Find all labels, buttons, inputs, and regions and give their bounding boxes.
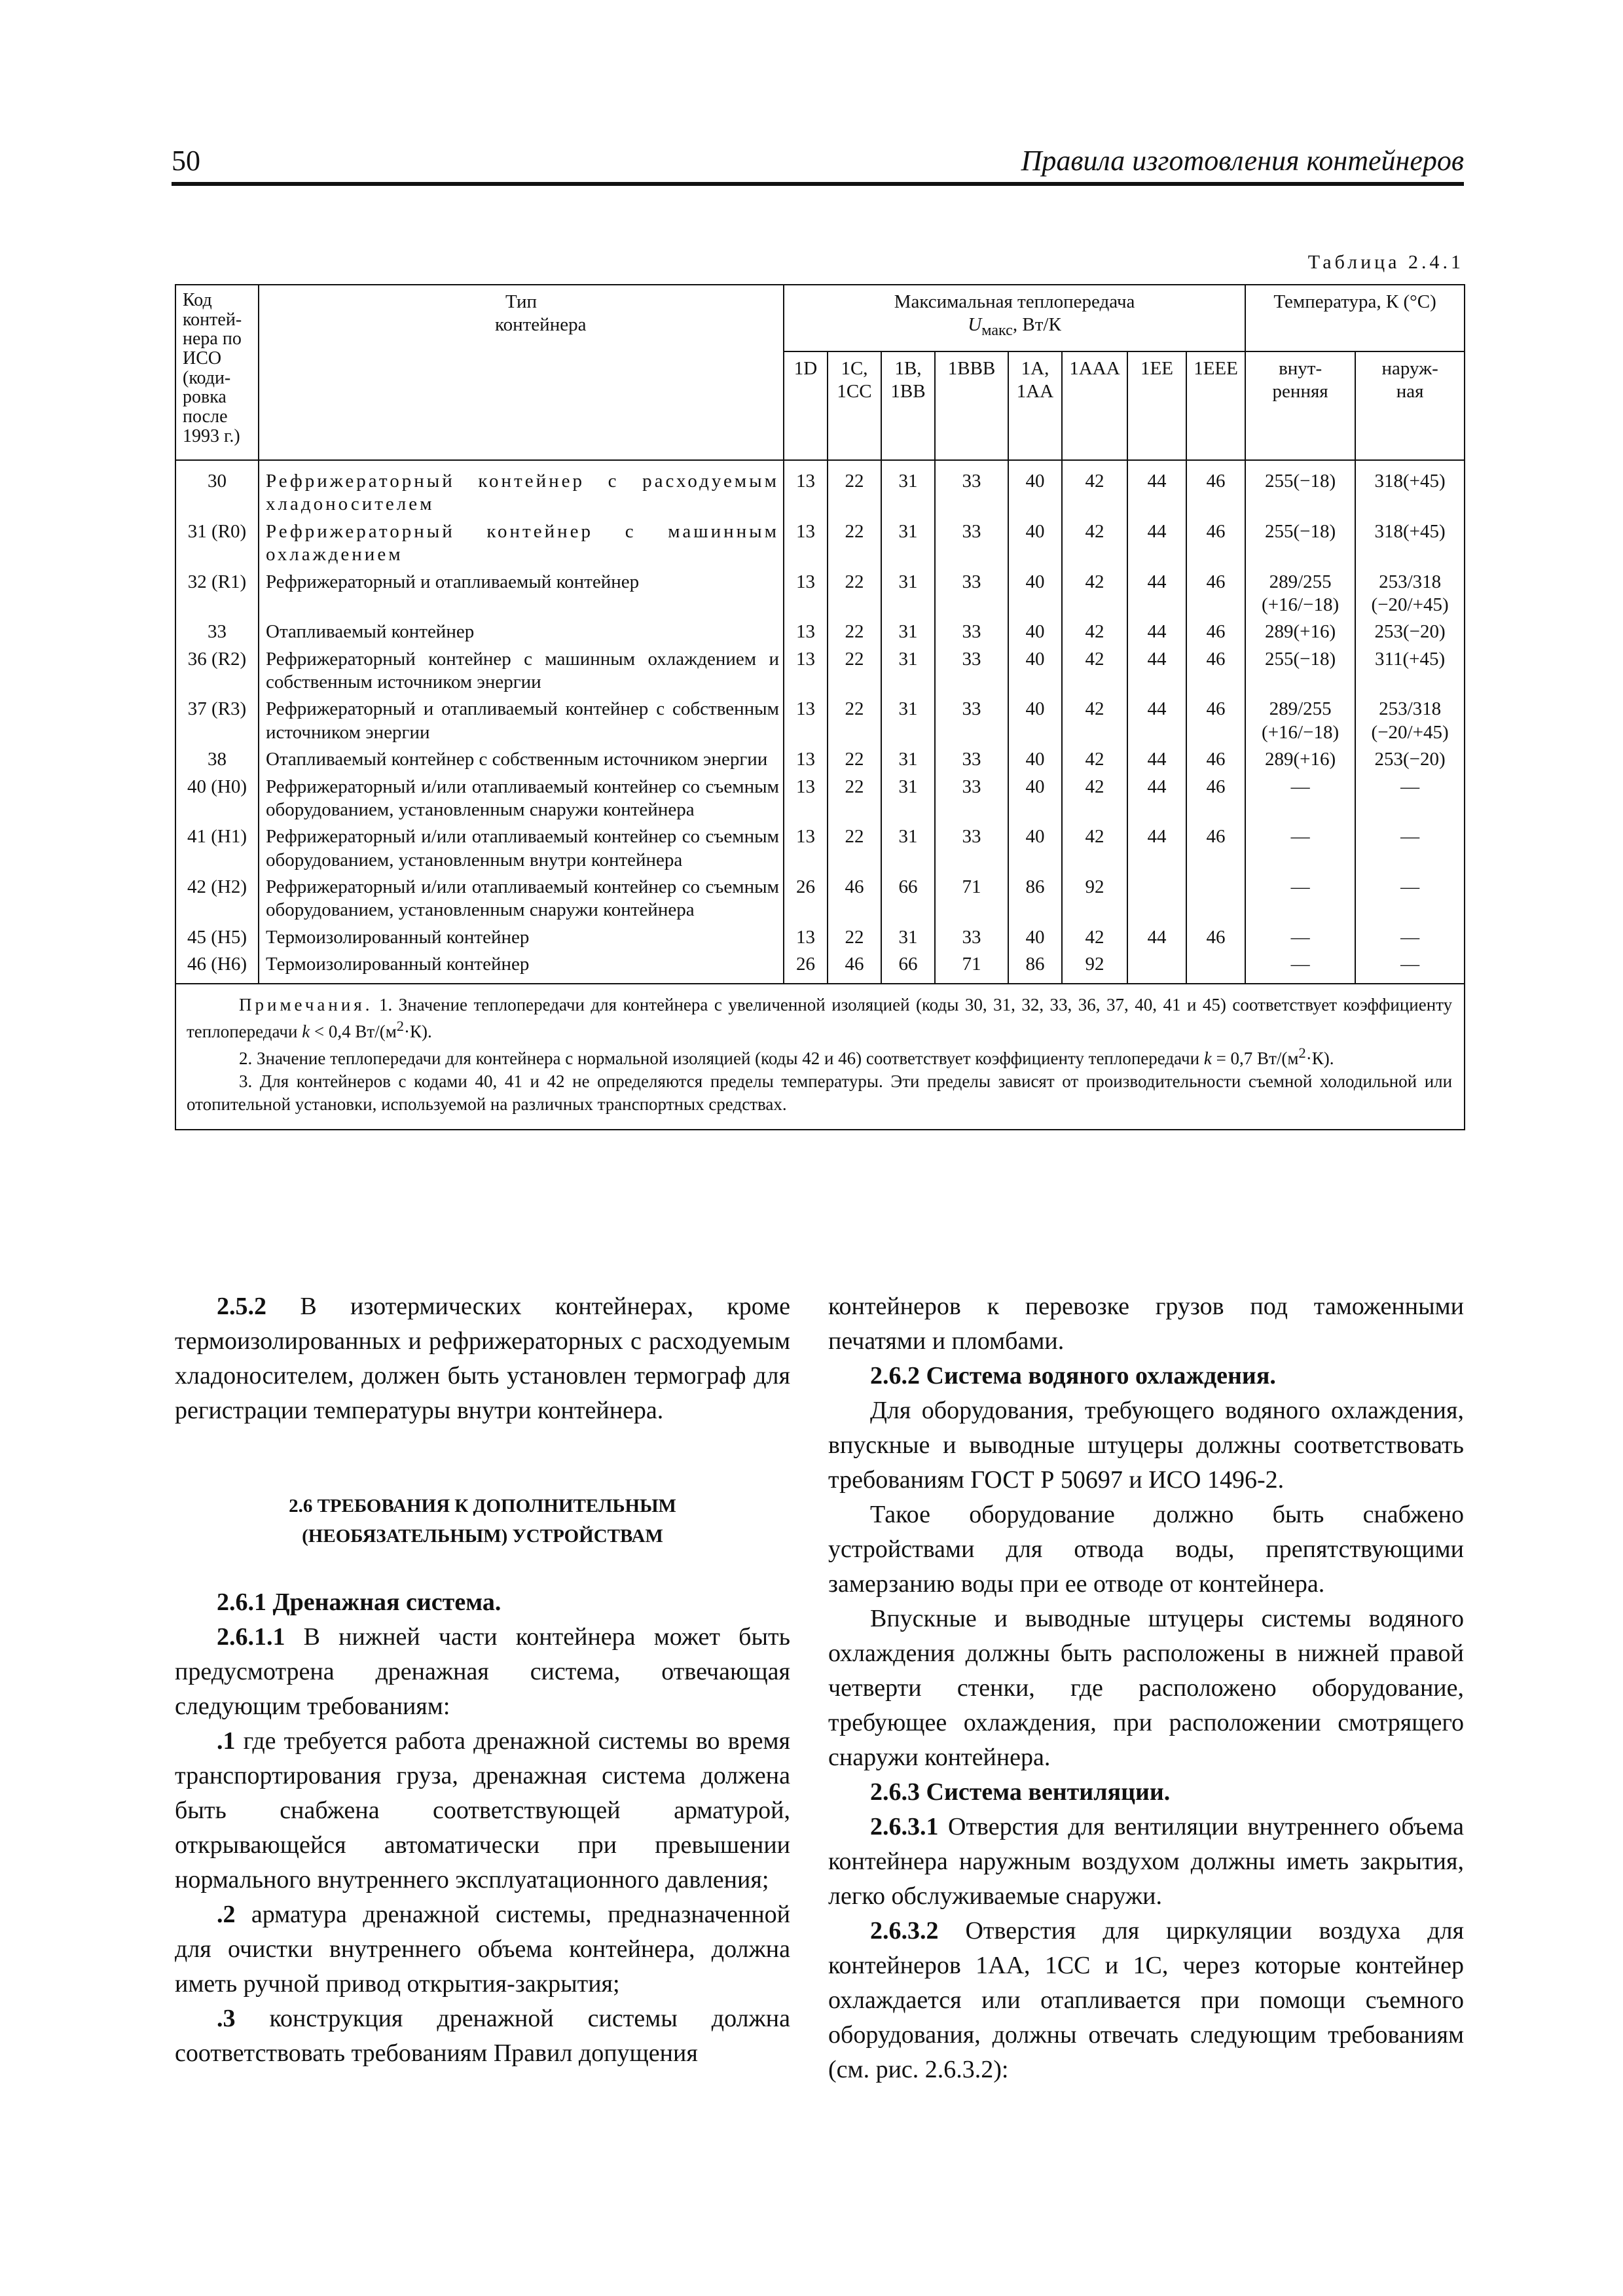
- cell-heat-value: 46: [1186, 460, 1245, 518]
- cell-heat-value: 13: [784, 773, 828, 823]
- table-row: [175, 518, 1465, 568]
- header-size-1eee: 1ЕЕЕ: [1186, 351, 1245, 460]
- cell-heat-value: 44: [1127, 773, 1186, 823]
- clause-number: 2.5.2: [217, 1293, 266, 1320]
- cell-heat-value: 42: [1062, 773, 1127, 823]
- cell-heat-value: 44: [1127, 568, 1186, 619]
- header-heat-title: Максимальная теплопередача: [894, 291, 1135, 312]
- cell-heat-value: 22: [828, 924, 881, 950]
- cell-heat-value: 46: [828, 873, 881, 924]
- cell-heat-value: 46: [828, 950, 881, 983]
- header-heat-subscript: макс: [981, 321, 1013, 340]
- cell-heat-value: 13: [784, 518, 828, 568]
- cell-heat-value: 42: [1062, 924, 1127, 950]
- cell-heat-value: 22: [828, 823, 881, 873]
- item-text: где требуется работа дренажной системы во время транспортирования груза, дренажная система должена быть снабжена соответствующей арматурой, открывающейся автоматически при превышении нормального внутреннего эксплуатационного давления;: [175, 1727, 790, 1893]
- header-size-1d: 1D: [784, 351, 828, 460]
- cell-heat-value: 44: [1127, 823, 1186, 873]
- cell-code: 41 (H1): [175, 823, 259, 873]
- cell-heat-value: 33: [935, 568, 1008, 619]
- cell-heat-value: 31: [881, 618, 935, 645]
- note-2-end: ·К).: [1305, 1048, 1334, 1068]
- cell-heat-value: 40: [1008, 460, 1062, 518]
- paragraph-text: В изотермических контейнерах, кроме термоизолированных и рефрижераторных с расходуемым хладоносителем, должен быть установлен термограф для регистрации температуры внутри контейнера.: [175, 1293, 790, 1424]
- cell-type: Термоизолированный контейнер: [259, 950, 784, 983]
- header-heat-transfer: [784, 285, 1245, 351]
- paragraph-water-2: Такое оборудование должно быть снабжено устройствами для отвода воды, препятствующими замерзанию воды при ее отводе от контейнера.: [828, 1501, 1464, 1598]
- header-size-1c: 1С, 1СС: [828, 351, 881, 460]
- note-2-value: = 0,7 Вт/(м: [1211, 1048, 1299, 1068]
- running-title: Правила изготовления контейнеров: [1021, 145, 1464, 177]
- paragraph-text: Отверстия для вентиляции внутреннего объема контейнера наружным воздухом должны иметь закрытия, легко обслуживаемые снаружи.: [828, 1813, 1464, 1910]
- cell-heat-value: 44: [1127, 695, 1186, 745]
- cell-temp-outer: —: [1355, 773, 1465, 823]
- cell-type: Рефрижераторный контейнер с машинным охлаждением: [259, 518, 784, 568]
- table-row: [175, 924, 1465, 950]
- list-item-3: [175, 2001, 790, 2071]
- cell-heat-value: 33: [935, 695, 1008, 745]
- cell-heat-value: 33: [935, 645, 1008, 696]
- cell-heat-value: 33: [935, 823, 1008, 873]
- cell-temp-outer: 253/318 (−20/+45): [1355, 695, 1465, 745]
- cell-heat-value: 31: [881, 823, 935, 873]
- table-row: [175, 873, 1465, 924]
- cell-temp-outer: —: [1355, 950, 1465, 983]
- cell-heat-value: [1127, 873, 1186, 924]
- cell-code: 37 (R3): [175, 695, 259, 745]
- cell-code: 33: [175, 618, 259, 645]
- cell-heat-value: 40: [1008, 618, 1062, 645]
- cell-heat-value: 13: [784, 645, 828, 696]
- cell-heat-value: 44: [1127, 518, 1186, 568]
- header-code: Код контей-нера по ИСО (коди-ровка после 1993 г.): [175, 285, 259, 460]
- cell-heat-value: 31: [881, 695, 935, 745]
- cell-heat-value: 31: [881, 773, 935, 823]
- cell-heat-value: 31: [881, 745, 935, 772]
- cell-heat-value: 31: [881, 924, 935, 950]
- section-heading-2-6: [175, 1491, 790, 1551]
- header-size-1ee: 1ЕЕ: [1127, 351, 1186, 460]
- cell-type: Отапливаемый контейнер с собственным источником энергии: [259, 745, 784, 772]
- cell-heat-value: 44: [1127, 460, 1186, 518]
- cell-heat-value: 46: [1186, 773, 1245, 823]
- note-2-k: k: [1203, 1048, 1212, 1068]
- cell-heat-value: 40: [1008, 695, 1062, 745]
- cell-heat-value: 46: [1186, 645, 1245, 696]
- cell-heat-value: 31: [881, 460, 935, 518]
- cell-code: 30: [175, 460, 259, 518]
- table-row: [175, 950, 1465, 983]
- cell-heat-value: 13: [784, 745, 828, 772]
- cell-temp-inner: 289(+16): [1245, 745, 1355, 772]
- cell-heat-value: 40: [1008, 773, 1062, 823]
- cell-heat-value: 71: [935, 873, 1008, 924]
- right-column: [828, 1289, 1464, 2087]
- cell-heat-value: 44: [1127, 745, 1186, 772]
- cell-heat-value: 40: [1008, 745, 1062, 772]
- note-2-text: 2. Значение теплопередачи для контейнера с нормальной изоляцией (коды 42 и 46) соответствует коэффициенту теплопередачи: [239, 1048, 1204, 1068]
- cell-heat-value: 13: [784, 924, 828, 950]
- paragraph-water-1: Для оборудования, требующего водяного охлаждения, впускные и выводные штуцеры должны соответствовать требованиям ГОСТ Р 50697 и ИСО 1496-2.: [828, 1397, 1464, 1494]
- cell-temp-inner: 255(−18): [1245, 645, 1355, 696]
- paragraph-2-5-2: [175, 1289, 790, 1428]
- item-number: .3: [217, 2005, 236, 2032]
- cell-code: 45 (H5): [175, 924, 259, 950]
- cell-heat-value: 66: [881, 873, 935, 924]
- section-heading-line-1: 2.6 ТРЕБОВАНИЯ К ДОПОЛНИТЕЛЬНЫМ: [289, 1496, 676, 1516]
- cell-code: 36 (R2): [175, 645, 259, 696]
- paragraph-continued: контейнеров к перевозке грузов под таможенными печатями и пломбами.: [828, 1293, 1464, 1355]
- table-row: [175, 823, 1465, 873]
- cell-heat-value: 33: [935, 460, 1008, 518]
- cell-heat-value: 42: [1062, 695, 1127, 745]
- note-1: [187, 994, 1452, 1043]
- cell-temp-outer: 318(+45): [1355, 460, 1465, 518]
- cell-type: Рефрижераторный и отапливаемый контейнер с собственным источником энергии: [259, 695, 784, 745]
- cell-temp-inner: 289(+16): [1245, 618, 1355, 645]
- header-heat-unit: , Вт/К: [1012, 314, 1061, 336]
- item-text: арматура дренажной системы, предназначенной для очистки внутреннего объема контейнера, должна иметь ручной привод открытия-закрытия;: [175, 1901, 790, 1998]
- cell-heat-value: 40: [1008, 568, 1062, 619]
- cell-heat-value: 86: [1008, 873, 1062, 924]
- cell-temp-inner: 289/255 (+16/−18): [1245, 568, 1355, 619]
- cell-heat-value: 92: [1062, 873, 1127, 924]
- cell-heat-value: 31: [881, 518, 935, 568]
- cell-heat-value: 92: [1062, 950, 1127, 983]
- cell-temp-outer: —: [1355, 873, 1465, 924]
- cell-heat-value: 46: [1186, 518, 1245, 568]
- cell-heat-value: 33: [935, 518, 1008, 568]
- cell-code: 46 (H6): [175, 950, 259, 983]
- cell-heat-value: 22: [828, 568, 881, 619]
- paragraph-2-6-3-2: [828, 1914, 1464, 2087]
- cell-heat-value: 31: [881, 568, 935, 619]
- cell-heat-value: 13: [784, 568, 828, 619]
- cell-heat-value: 42: [1062, 518, 1127, 568]
- cell-type: Рефрижераторный контейнер с машинным охлаждением и собственным источником энергии: [259, 645, 784, 696]
- cell-type: Рефрижераторный и/или отапливаемый контейнер со съемным оборудованием, установленным снаружи контейнера: [259, 873, 784, 924]
- cell-temp-inner: —: [1245, 873, 1355, 924]
- table-row: [175, 645, 1465, 696]
- cell-type: Отапливаемый контейнер: [259, 618, 784, 645]
- cell-temp-outer: —: [1355, 823, 1465, 873]
- cell-heat-value: 33: [935, 924, 1008, 950]
- header-type: Тип контейнера: [259, 285, 784, 460]
- cell-heat-value: 13: [784, 460, 828, 518]
- note-1-sup: 2: [396, 1017, 405, 1034]
- cell-temp-inner: —: [1245, 950, 1355, 983]
- table-row: [175, 773, 1465, 823]
- cell-temp-outer: 318(+45): [1355, 518, 1465, 568]
- cell-heat-value: 33: [935, 745, 1008, 772]
- header-heat-symbol: U: [968, 314, 982, 336]
- cell-heat-value: 66: [881, 950, 935, 983]
- cell-heat-value: 46: [1186, 924, 1245, 950]
- heading-2-6-3: 2.6.3 Система вентиляции.: [870, 1778, 1171, 1806]
- table-caption: Таблица 2.4.1: [1307, 251, 1464, 273]
- cell-heat-value: 44: [1127, 618, 1186, 645]
- cell-code: 42 (H2): [175, 873, 259, 924]
- containers-table: [175, 284, 1464, 1130]
- cell-heat-value: 42: [1062, 568, 1127, 619]
- cell-code: 32 (R1): [175, 568, 259, 619]
- cell-heat-value: 46: [1186, 745, 1245, 772]
- cell-temp-outer: 253/318 (−20/+45): [1355, 568, 1465, 619]
- note-3: 3. Для контейнеров с кодами 40, 41 и 42 не определяются пределы температуры. Эти пределы зависят от производительности съемной холодильной или отопительной установки, используемой на различных транспортных средствах.: [187, 1071, 1453, 1114]
- cell-type: Рефрижераторный контейнер с расходуемым хладоносителем: [259, 460, 784, 518]
- cell-heat-value: 31: [881, 645, 935, 696]
- notes-label: Примечания.: [239, 994, 373, 1014]
- cell-heat-value: 40: [1008, 645, 1062, 696]
- cell-heat-value: 13: [784, 695, 828, 745]
- page-number: 50: [172, 145, 200, 177]
- paragraph-2-6-3-1: [828, 1810, 1464, 1914]
- paragraph-2-6-1-1: [175, 1620, 790, 1724]
- cell-heat-value: 26: [784, 873, 828, 924]
- cell-heat-value: 42: [1062, 460, 1127, 518]
- cell-heat-value: 44: [1127, 645, 1186, 696]
- table-row: [175, 568, 1465, 619]
- item-text: конструкция дренажной системы должна соответствовать требованиям Правил допущения: [175, 2005, 790, 2067]
- cell-heat-value: 40: [1008, 518, 1062, 568]
- note-2: [187, 1043, 1452, 1070]
- item-number: .1: [217, 1727, 236, 1755]
- clause-number: 2.6.3.1: [870, 1813, 939, 1840]
- heading-2-6-1: 2.6.1 Дренажная система.: [217, 1588, 501, 1616]
- header-size-1aaa: 1ААА: [1062, 351, 1127, 460]
- cell-heat-value: 22: [828, 645, 881, 696]
- header-heat-unit-line: [787, 314, 1242, 340]
- cell-heat-value: 22: [828, 460, 881, 518]
- cell-type: Рефрижераторный и/или отапливаемый контейнер со съемным оборудованием, установленным снаружи контейнера: [259, 773, 784, 823]
- cell-code: 38: [175, 745, 259, 772]
- note-1-text: 1. Значение теплопередачи для контейнера с увеличенной изоляцией (коды 30, 31, 32, 33, 36, 37, 40, 41 и 45) соответствует коэффициенту теплопередачи: [187, 994, 1453, 1041]
- paragraph-water-3: Впускные и выводные штуцеры системы водяного охлаждения должны быть расположены в нижней правой четверти стенки, где расположено оборудование, требующее охлаждения, при расположении смотрящего снаружи контейнера.: [828, 1605, 1464, 1771]
- cell-heat-value: 46: [1186, 823, 1245, 873]
- cell-temp-inner: 289/255 (+16/−18): [1245, 695, 1355, 745]
- cell-temp-inner: 255(−18): [1245, 460, 1355, 518]
- cell-heat-value: 46: [1186, 618, 1245, 645]
- table-row: [175, 460, 1465, 518]
- cell-code: 31 (R0): [175, 518, 259, 568]
- cell-heat-value: 33: [935, 773, 1008, 823]
- note-2-sup: 2: [1298, 1044, 1306, 1061]
- cell-heat-value: 71: [935, 950, 1008, 983]
- cell-temp-inner: —: [1245, 773, 1355, 823]
- cell-temp-outer: —: [1355, 924, 1465, 950]
- cell-heat-value: 40: [1008, 924, 1062, 950]
- cell-heat-value: 42: [1062, 745, 1127, 772]
- cell-temp-inner: —: [1245, 924, 1355, 950]
- left-column: [175, 1289, 790, 2071]
- table-notes: [175, 984, 1465, 1130]
- header-temp-outer: наруж-ная: [1355, 351, 1465, 460]
- cell-temp-inner: 255(−18): [1245, 518, 1355, 568]
- cell-heat-value: [1186, 873, 1245, 924]
- table-row: [175, 618, 1465, 645]
- note-1-value: < 0,4 Вт/(м: [310, 1021, 397, 1041]
- cell-heat-value: 26: [784, 950, 828, 983]
- cell-heat-value: 86: [1008, 950, 1062, 983]
- cell-heat-value: 40: [1008, 823, 1062, 873]
- paragraph-text: Отверстия для циркуляции воздуха для контейнеров 1АА, 1СС и 1С, через которые контейнер охлаждается или отапливается при помощи съемного оборудования, должны отвечать следующим требованиям (см. рис. 2.6.3.2):: [828, 1917, 1464, 2083]
- note-1-k: k: [302, 1021, 310, 1041]
- cell-heat-value: 13: [784, 823, 828, 873]
- clause-number: 2.6.1.1: [217, 1623, 285, 1651]
- table-row: [175, 695, 1465, 745]
- list-item-2: [175, 1897, 790, 2001]
- cell-heat-value: 42: [1062, 823, 1127, 873]
- cell-temp-outer: 253(−20): [1355, 745, 1465, 772]
- header-size-1b: 1В, 1ВВ: [881, 351, 935, 460]
- header-temperature: Температура, К (°С): [1245, 285, 1465, 351]
- cell-heat-value: 46: [1186, 568, 1245, 619]
- cell-temp-outer: 311(+45): [1355, 645, 1465, 696]
- header-size-1bbb: 1ВВВ: [935, 351, 1008, 460]
- cell-heat-value: 42: [1062, 618, 1127, 645]
- cell-heat-value: 13: [784, 618, 828, 645]
- header-temp-inner: внут-ренняя: [1245, 351, 1355, 460]
- cell-type: Рефрижераторный и отапливаемый контейнер: [259, 568, 784, 619]
- clause-number: 2.6.3.2: [870, 1917, 939, 1945]
- cell-heat-value: [1186, 950, 1245, 983]
- cell-heat-value: 22: [828, 745, 881, 772]
- heading-2-6-2: 2.6.2 Система водяного охлаждения.: [870, 1362, 1276, 1390]
- cell-temp-outer: 253(−20): [1355, 618, 1465, 645]
- cell-temp-inner: —: [1245, 823, 1355, 873]
- cell-heat-value: 22: [828, 773, 881, 823]
- cell-heat-value: 46: [1186, 695, 1245, 745]
- cell-type: Термоизолированный контейнер: [259, 924, 784, 950]
- table-row: [175, 745, 1465, 772]
- page-header: [172, 143, 1464, 186]
- cell-heat-value: 42: [1062, 645, 1127, 696]
- section-heading-line-2: (НЕОБЯЗАТЕЛЬНЫМ) УСТРОЙСТВАМ: [302, 1526, 663, 1547]
- cell-heat-value: 22: [828, 518, 881, 568]
- note-1-end: ·К).: [404, 1021, 432, 1041]
- item-number: .2: [217, 1901, 236, 1928]
- cell-type: Рефрижераторный и/или отапливаемый контейнер со съемным оборудованием, установленным внутри контейнера: [259, 823, 784, 873]
- header-size-1a: 1А, 1АА: [1008, 351, 1062, 460]
- cell-heat-value: 33: [935, 618, 1008, 645]
- cell-heat-value: 22: [828, 695, 881, 745]
- cell-heat-value: 22: [828, 618, 881, 645]
- cell-heat-value: [1127, 950, 1186, 983]
- paragraph-text: В нижней части контейнера может быть предусмотрена дренажная система, отвечающая следующим требованиям:: [175, 1623, 790, 1720]
- cell-code: 40 (H0): [175, 773, 259, 823]
- cell-heat-value: 44: [1127, 924, 1186, 950]
- list-item-1: [175, 1724, 790, 1897]
